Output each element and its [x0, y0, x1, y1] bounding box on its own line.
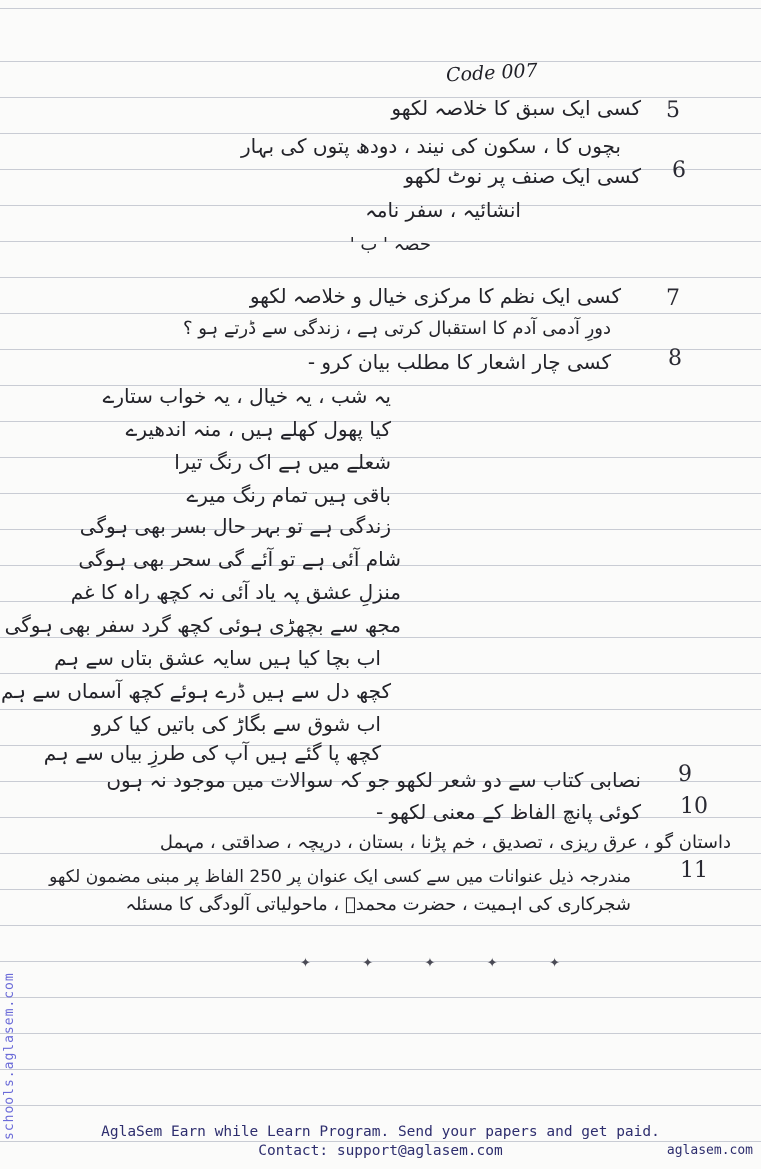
- question-8-text: کسی چار اشعار کا مطلب بیان کرو -: [307, 350, 611, 374]
- question-10-words: داستان گو ، عرق ریزی ، تصدیق ، خم پڑنا ، بستان ، دریچہ ، صداقتی ، مہمل: [159, 832, 731, 853]
- poem-line: شام آئی ہے تو آئے گی سحر بھی ہوگی: [78, 547, 401, 571]
- poem-line: یہ شب ، یہ خیال ، یہ خواب ستارے: [102, 384, 391, 408]
- poem-line: کچھ دل سے ہیں ڈرے ہوئے کچھ آسماں سے ہم: [0, 679, 391, 703]
- question-10-number: 10: [680, 794, 708, 819]
- poem-line: اب شوق سے بگاڑ کی باتیں کیا کرو: [92, 712, 381, 736]
- question-6-number: 6: [672, 158, 686, 183]
- question-5-number: 5: [666, 98, 680, 123]
- question-6-text: کسی ایک صنف پر نوٹ لکھو: [404, 164, 641, 188]
- end-marks: [300, 956, 560, 971]
- poem-line: منزلِ عشق پہ یاد آئی نہ کچھ راہ کا غم: [70, 580, 401, 604]
- poem-line: کچھ پا گئے ہیں آپ کی طرزِ بیاں سے ہم: [43, 741, 381, 765]
- poem-line: مجھ سے بچھڑی ہوئی کچھ گرد سفر بھی ہوگی: [4, 613, 401, 637]
- question-5-options: بچوں کا ، سکون کی نیند ، دودھ پتوں کی بہار: [240, 134, 621, 158]
- poem-line: کیا پھول کھلے ہیں ، منہ اندھیرے: [125, 417, 391, 441]
- footer-promo: AglaSem Earn while Learn Program. Send your papers and get paid.: [101, 1124, 660, 1140]
- question-11-number: 11: [680, 858, 708, 883]
- question-6-options: انشائیہ ، سفر نامہ: [365, 198, 521, 222]
- question-7-number: 7: [666, 286, 680, 311]
- paper-code-label: Code 007: [445, 59, 539, 87]
- poem-line: اب بچا کیا ہیں سایہ عشق بتاں سے ہم: [54, 646, 381, 670]
- star-icon: ✦: [362, 956, 374, 971]
- poem-line: زندگی ہے تو بہر حال بسر بھی ہوگی: [79, 514, 391, 538]
- footer-contact[interactable]: Contact: support@aglasem.com: [258, 1143, 503, 1159]
- poem-line: باقی ہیں تمام رنگ میرے: [186, 483, 391, 507]
- question-11-topics: شجرکاری کی اہمیت ، حضرت محمدؐ ، ماحولیاتی آلودگی کا مسئلہ: [125, 894, 631, 915]
- question-8-number: 8: [668, 346, 682, 371]
- question-11-text: مندرجہ ذیل عنوانات میں سے کسی ایک عنوان پر 250 الفاظ پر مبنی مضمون لکھو: [49, 867, 631, 887]
- footer-domain[interactable]: aglasem.com: [666, 1143, 753, 1158]
- question-10-text: کوئی پانچ الفاظ کے معنی لکھو -: [376, 800, 641, 824]
- star-icon: ✦: [424, 956, 436, 971]
- question-9-text: نصابی کتاب سے دو شعر لکھو جو کہ سوالات میں موجود نہ ہوں: [106, 768, 641, 792]
- side-watermark: schools.aglasem.com: [2, 972, 17, 1140]
- poem-line: شعلے میں ہے اک رنگ تیرا: [174, 450, 391, 474]
- star-icon: ✦: [549, 956, 560, 971]
- star-icon: ✦: [300, 956, 311, 971]
- question-7-options: دورِ آدمی آدم کا استقبال کرتی ہے ، زندگی سے ڈرتے ہو ؟: [183, 318, 611, 339]
- section-heading: حصہ ' ب ': [349, 234, 431, 255]
- question-9-number: 9: [678, 762, 692, 787]
- star-icon: ✦: [486, 956, 498, 971]
- question-7-text: کسی ایک نظم کا مرکزی خیال و خلاصہ لکھو: [249, 284, 621, 308]
- question-5-text: کسی ایک سبق کا خلاصہ لکھو: [391, 96, 641, 120]
